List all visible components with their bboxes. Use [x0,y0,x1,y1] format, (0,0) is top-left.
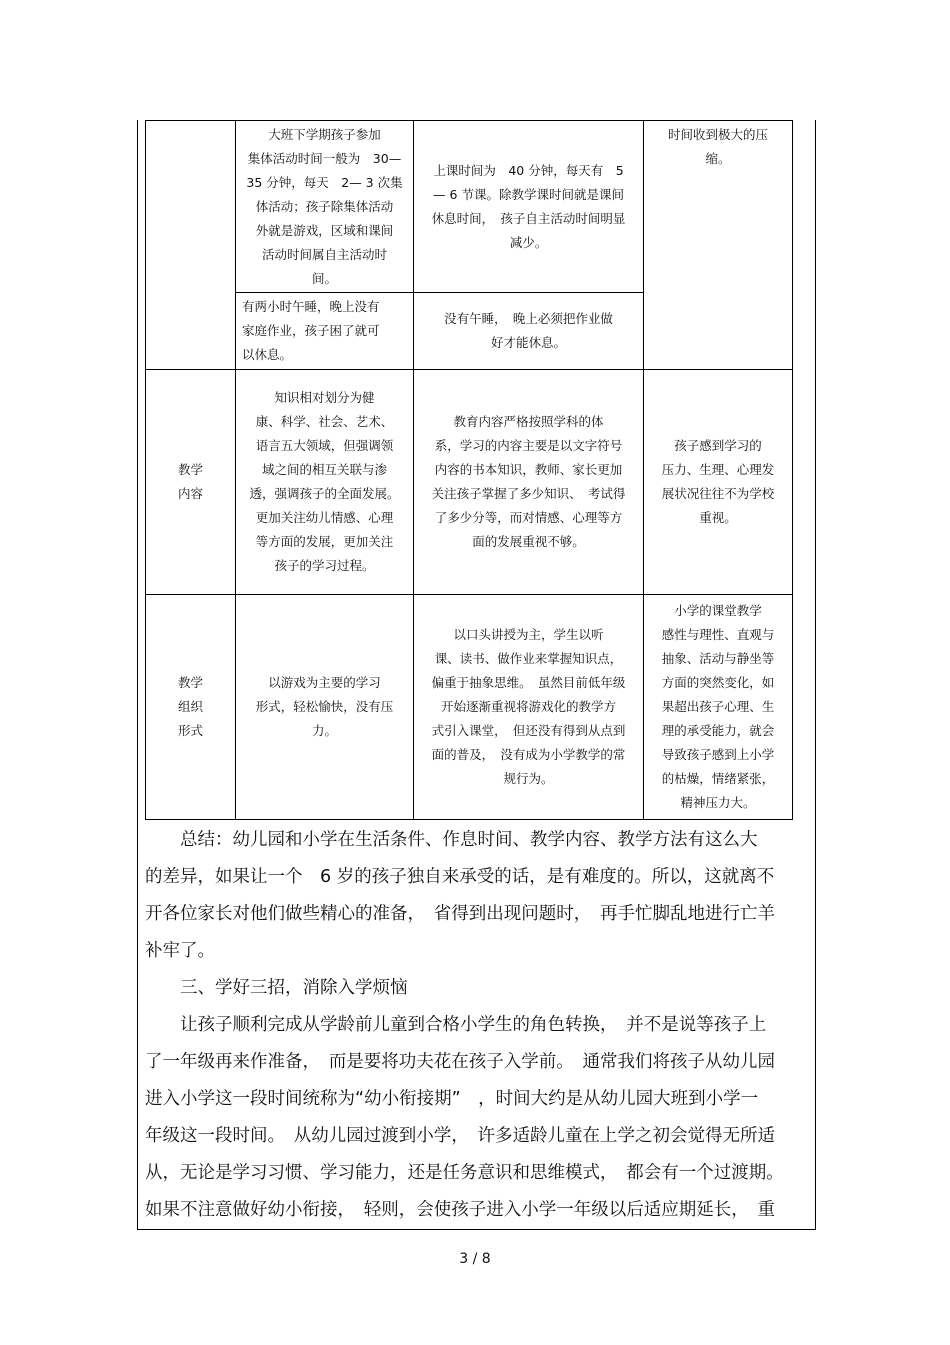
primary-schedule-text: 上课时间为 40 分钟，每天有 5 — 6 节课。除教学课时间就是课间 休息时间， 孩子自主活动时间明显 减少。 [431,162,626,250]
kindergarten-content-text: 知识相对划分为健 康、科学、社会、艺术、 语言五大领域，但强调领 域之间的相互关联与渗 透，强调孩子的全面发展。 更加关注幼儿情感、心理 等方面的发展，更加关注 孩子的学习过程。 [249,390,400,573]
content-note-cell [644,370,793,595]
row-label-cell [146,595,236,820]
primary-content-cell [414,370,644,595]
primary-rest-cell [414,293,644,370]
primary-schedule-cell [414,121,644,293]
kindergarten-schedule-cell [236,121,414,293]
schedule-note-cell [644,121,793,370]
summary-paragraph: 总结：幼儿园和小学在生活条件、作息时间、教学内容、教学方法有这么大 的差异，如果让一个 6 岁的孩子独自来承受的话，是有难度的。所以，这就离不 开各位家长对他们做些精心的准备， 省得到出现问题时， 再手忙脚乱地进行亡羊 补牢了。 [145,830,775,961]
kindergarten-rest-cell [236,293,414,370]
schedule-note-text: 时间收到极大的压 缩。 [667,127,768,166]
table-row [146,595,793,820]
primary-rest-text: 没有午睡， 晚上必须把作业做 好才能休息。 [444,311,613,350]
page-number: 3 / 8 [459,1251,491,1267]
content-note-text: 孩子感到学习的 压力、生理、心理发 展状况往往不为学校 重视。 [661,438,775,525]
row-label-content: 教学 内容 [177,462,203,501]
kindergarten-schedule-text: 大班下学期孩子参加 集体活动时间一般为 30— 35 分钟，每天 2— 3 次集 体活动；孩子除集体活动 外就是游戏，区域和课间 活动时间属自主活动时 间。 [246,127,403,286]
row-label-form: 教学 组织 形式 [177,675,203,738]
row-label-empty [146,121,236,370]
row-label-cell [146,370,236,595]
kindergarten-rest-text: 有两小时午睡，晚上没有 家庭作业，孩子困了就可 以休息。 [242,299,380,362]
form-note-text: 小学的课堂教学 感性与理性、直观与 抽象、活动与静坐等 方面的突然变化，如 果超出孩子心理、生 理的承受能力，就会 导致孩子感到上小学 的枯燥，情绪紧张， 精神压力大。 [661,603,775,810]
primary-form-cell [414,595,644,820]
table-row [146,121,793,293]
kindergarten-form-text: 以游戏为主要的学习 形式，轻松愉快，没有压 力。 [255,675,394,738]
body-paragraph: 让孩子顺利完成从学龄前儿童到合格小学生的角色转换， 并不是说等孩子上 了一年级再来作准备， 而是要将功夫花在孩子入学前。 通常我们将孩子从幼儿园 进入小学这一段时间统称为“幼小衔接期” ，时间大约是从幼儿园大班到小学一 年级这一段时间。 从幼儿园过渡到小学， 许多适龄儿童在上学之初会觉得无所适 从，无论是学习习惯、学习能力，还是任务意识和思维模式， 都会有一个过渡期。 如果不注意做好幼小衔接， 轻则，会使孩子进入小学一年级以后适应期延长， 重 [145,1015,784,1220]
kindergarten-form-cell [236,595,414,820]
primary-form-text: 以口头讲授为主，学生以听 课、读书、做作业来掌握知识点， 偏重于抽象思维。 虽然目前低年级 开始逐渐重视将游戏化的教学方 式引入课堂， 但还没有得到从点到 面的普及， 没有成为小学教学的常 规行为。 [431,627,626,786]
section-heading: 三、学好三招，消除入学烦恼 [145,978,408,998]
table-row [146,370,793,595]
primary-content-text: 教育内容严格按照学科的体 系，学习的内容主要是以文字符号 内容的书本知识，教师、家长更加 关注孩子掌握了多少知识、 考试得 了多少分等，而对情感、心理等方 面的发展重视不够。 [431,414,626,549]
comparison-table [145,120,793,820]
form-note-cell [644,595,793,820]
kindergarten-content-cell [236,370,414,595]
